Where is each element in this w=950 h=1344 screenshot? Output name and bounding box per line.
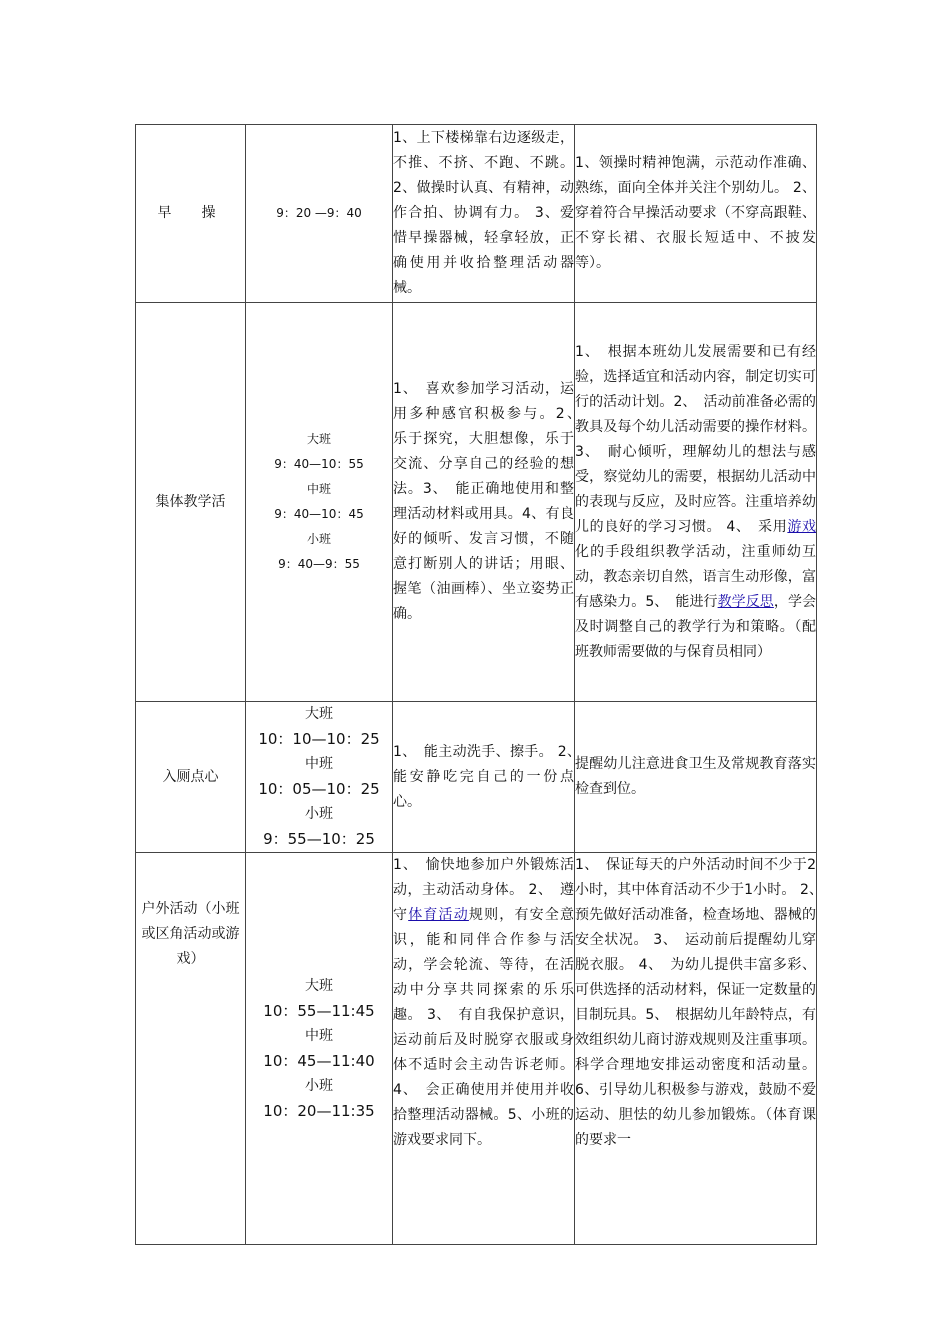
table-row [136, 303, 817, 702]
teacher-text: 1、 根据本班幼儿发展需要和已有经验，选择适宜和活动内容，制定切实可行的活动计划。2、 活动前准备必需的教具及每个幼儿活动需要的操作材料。3、 耐心倾听，理解幼儿的想法与感受，察觉幼儿的需要，根据幼儿活动中的表现与反应，及时应答。注重培养幼儿的良好的学习习惯。 4、 采用 [575, 343, 816, 535]
time-range: 10：20—11:35 [263, 1101, 375, 1120]
activity-time: 9：20 —9：40 [246, 125, 393, 303]
game-link[interactable]: 游戏 [787, 518, 817, 535]
teacher-requirements-body: 1、 保证每天的户外活动时间不少于2小时，其中体育活动不少于1小时。 2、 预先做好活动准备，检查场地、器械的安全状况。 3、 运动前后提醒幼儿穿脱衣服。 4、 为幼儿提供丰富多彩、可供选择的活动材料，保证一定数量的目制玩具。5、 根据幼儿年龄特点，有效组织幼儿商讨游戏规则及注重事项。科学合理地安排运动密度和活动量。 6、引导幼儿积极参与游戏，鼓励不爱运动、胆怯的幼儿参加锻炼。（体育课的要求一 [575, 857, 830, 1148]
teacher-requirements [575, 303, 817, 702]
time-range: 10：05—10：25 [258, 780, 380, 798]
teacher-text: ，学会及时调整自己的教学行为和策略。（配班教师需要做的与保育员相同） [575, 593, 817, 660]
class-label: 大班 [306, 432, 331, 446]
child-text: 1、 愉快地参加户外锻炼活动，主动活动身体。 2、 遵守 [393, 857, 574, 923]
class-label: 小班 [306, 532, 331, 546]
teacher-requirements [575, 853, 830, 1245]
child-text: 规则，有安全意识，能和同伴合作参与活动，学会轮流、等待，在活动中分享共同探索的乐乐趣。 3、 有自我保护意识，运动前后及时脱穿衣服或身体不适时会主动告诉老师。 4、 会正确使用并使用并收拾整理活动器械。5、小班的游戏要求同下。 [393, 907, 575, 1148]
time-range: 9：40—9：55 [278, 557, 360, 571]
child-requirements: 1、 能主动洗手、擦手。 2、 能安静吃完自己的一份点心。 [393, 702, 575, 853]
child-requirements: 1、上下楼梯靠右边逐级走，不推、不挤、不跑、不跳。2、做操时认真、有精神，动作合拍、协调有力。 3、爱惜早操器械，轻拿轻放，正确使用并收拾整理活动器械。 [393, 125, 575, 303]
sports-activity-link[interactable]: 体育活动 [408, 907, 469, 923]
class-label: 小班 [305, 1077, 333, 1094]
activity-time [246, 853, 393, 1245]
class-label: 大班 [305, 977, 333, 994]
class-label: 小班 [305, 806, 333, 822]
time-range: 10：55—11:45 [263, 1001, 375, 1020]
child-requirements-body [393, 853, 574, 1153]
activity-name: 户外活动（小班或区角活动或游戏） [136, 853, 246, 1245]
time-range: 9：40—10：45 [274, 507, 364, 521]
teacher-text: 化的手段组织教学活动，注重师幼互动，教态亲切自然，语言生动形像，富有感染力。5、 能进行 [575, 543, 816, 610]
time-range: 10：10—10：25 [258, 730, 380, 748]
class-label: 中班 [306, 482, 331, 496]
teacher-requirements: 1、领操时精神饱满，示范动作准确、熟练，面向全体并关注个别幼儿。 2、穿着符合早操活动要求（不穿高跟鞋、不穿长裙、衣服长短适中、不披发等）。 [575, 125, 817, 303]
teacher-requirements: 提醒幼儿注意进食卫生及常规教育落实检查到位。 [575, 702, 817, 853]
activity-time [246, 702, 393, 853]
table-row [136, 853, 817, 1245]
table-row [136, 702, 817, 853]
time-range: 9：55—10：25 [263, 830, 375, 848]
schedule-table [135, 124, 830, 1245]
class-label: 中班 [305, 1027, 333, 1044]
class-label: 大班 [305, 706, 333, 722]
activity-time [246, 303, 393, 702]
class-label: 中班 [305, 756, 333, 772]
time-range: 9：40—10：55 [274, 457, 364, 471]
time-range: 10：45—11:40 [263, 1051, 375, 1070]
child-requirements [393, 853, 575, 1245]
activity-name: 早 操 [136, 125, 246, 303]
activity-name: 入厕点心 [136, 702, 246, 853]
activity-name: 集体教学活 [136, 303, 246, 702]
teaching-reflection-link[interactable]: 教学反思 [717, 593, 774, 610]
child-requirements: 1、 喜欢参加学习活动，运用多种感官积极参与。2、 乐于探究，大胆想像，乐于交流、分享自己的经验的想法。3、 能正确地使用和整理活动材料或用具。4、有良好的倾听、发言习惯，不随意打断别人的讲话；用眼、握笔（油画棒）、坐立姿势正确。 [393, 303, 575, 702]
table-row [136, 125, 817, 303]
